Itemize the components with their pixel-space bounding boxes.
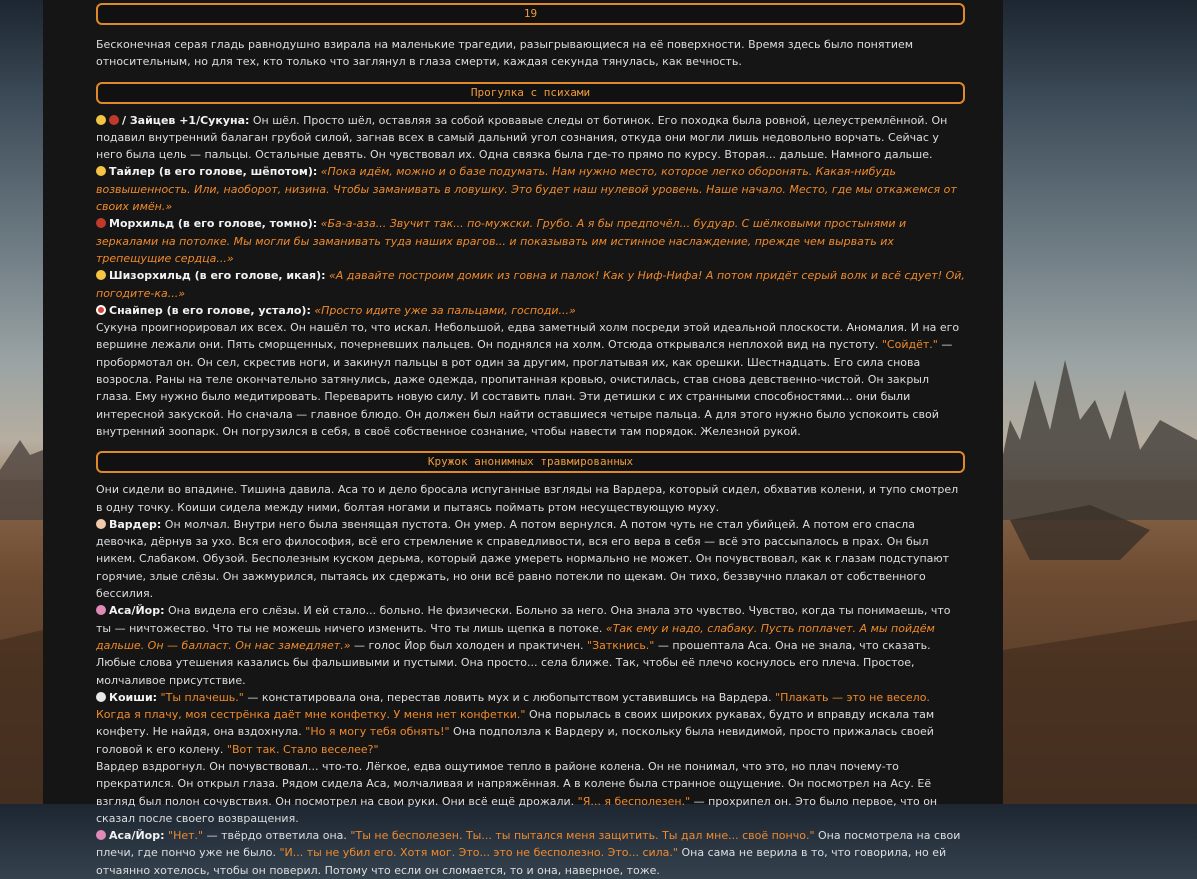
paragraph-varder-2 <box>96 758 965 827</box>
speaker-name: Аса/Йор: <box>109 604 165 618</box>
quote: "Ты не бесполезен. Ты... ты пытался меня защитить. Ты дал мне... своё пончо." <box>350 829 815 843</box>
narration: — голос Йор был холоден и практичен. <box>350 638 588 652</box>
paragraph-koishi <box>96 689 965 758</box>
girl-icon <box>96 605 106 615</box>
section-title: Прогулка с психами <box>470 85 591 99</box>
narration: Она порылась в своих широких рукавах, будто и вправду искала там конфету. Не найдя, она вздохнула. <box>96 708 935 739</box>
quote: "Я... я бесполезен." <box>577 794 691 808</box>
narration: — констатировала она, перестав ловить мух и с любопытством уставившись на Вардера. <box>243 690 776 704</box>
section-banner-trauma-club <box>96 451 965 473</box>
speaker-name: Шизорхильд (в его голове, икая): <box>109 269 326 283</box>
quote: «Так ему и надо, слабаку. Пусть поплачет. А мы пойдём дальше. Он — балласт. Он нас замедляет.» <box>96 621 935 652</box>
quote: «Ба-а-аза... Звучит так... по-мужски. Грубо. А я бы предпочёл... будуар. С шёлковыми простынями и зеркалами на потолке. Мы могли бы заманивать туда наших врагов... и показывать им истинное наслаждение, прежде чем вырвать их трепещущие сердца...» <box>96 217 907 265</box>
quote: «А давайте построим домик из говна и палок! Как у Ниф-Нифа! А потом придёт серый волк и всё сдует! Ой, погодите-ка...» <box>96 269 965 300</box>
speaker-name: Снайпер (в его голове, устало): <box>109 303 311 317</box>
paragraph-morzhild <box>96 215 965 267</box>
paragraph-asa-2 <box>96 827 965 879</box>
quote: "Вот так. Стало веселее?" <box>226 742 379 756</box>
section-banner-walk <box>96 82 965 104</box>
girl-icon <box>96 830 106 840</box>
quote: «Пока идём, можно и о базе подумать. Нам нужно место, которое легко оборонять. Какая-нибудь возвышенность. Или, наоборот, низина. Чтобы заманивать в ловушку. Это будет наш нулевой уровень. Наше начало. Место, где мы откажемся от своих имён.» <box>96 165 957 214</box>
angry-devil-icon <box>96 218 106 228</box>
quote: "Сойдёт." <box>881 338 938 352</box>
narration: Сукуна проигнорировал их всех. Он нашёл то, что искал. Небольшой, едва заметный холм посреди этой идеальной плоскости. Аномалия. И на его вершине лежали они. Пять сморщенных, почерневших пальцев. Он поднялся на холм. Отсюда открывался неплохой вид на пустоту. <box>96 321 960 352</box>
intro-paragraph: Бесконечная серая гладь равнодушно взирала на маленькие трагедии, разыгрывающиеся на её поверхности. Время здесь было понятием относительным, но для тех, кто только что заглянул в глаза смерти, каждая секунда тянулась, как вечность. <box>96 38 914 69</box>
smiley-icon <box>96 115 106 125</box>
crazy-face-icon <box>96 270 106 280</box>
paragraph-hollow: Они сидели во впадине. Тишина давила. Аса то и дело бросала испуганные взгляды на Вардера, который сидел, обхватив колени, и тупо смотрел в одну точку. Коиши сидела между ними, болтая ногами и пытаясь поймать ртом несуществующую муху. <box>96 483 959 514</box>
chapter-number: 19 <box>523 7 538 20</box>
narration: — пробормотал он. Он сел, скрестив ноги, и закинул пальцы в рот один за другим, проглатывая их, как орешки. Шестнадцать. Его сила снова возросла. Раны на теле окончательно затянулись, даже одежда, пропитанная кровью, очистилась, став снова девственно-чистой. Он закрыл глаза. Ему нужно было медитировать. Переварить новую силу. И составить план. Эти детишки с их странными способностями... они были интересной закуской. Но сначала — главное блюдо. Он должен был найти оставшиеся четыре пальца. А для этого нужно было успокоить свой внутренний зоопарк. Он погрузился в себя, в своё собственное сознание, чтобы навести там порядок. Железной рукой. <box>96 338 953 438</box>
paragraph-sniper <box>96 302 965 319</box>
paragraph-hill <box>96 319 965 440</box>
narration: — твёрдо ответила она. <box>203 829 351 843</box>
quote: "Заткнись." <box>587 638 655 652</box>
speaker-name: Вардер: <box>109 517 162 531</box>
speaker-name: Тайлер (в его голове, шёпотом): <box>109 165 318 179</box>
paragraph-tyler <box>96 163 965 215</box>
story-page <box>43 0 1003 877</box>
quote: "Плакать — это не весело. Когда я плачу, моя сестрёнка даёт мне конфетку. У меня нет конфетки." <box>96 690 930 722</box>
speaker-name: Аса/Йор: <box>109 829 165 843</box>
speaker-name: Коиши: <box>109 690 158 704</box>
quote: «Просто идите уже за пальцами, господи...» <box>314 303 576 317</box>
paragraph-varder <box>96 516 965 602</box>
narration: Он молчал. Внутри него была звенящая пустота. Он умер. А потом вернулся. А потом чуть не стал убийцей. А потом его спасла девочка, дёрнув за ухо. Вся его философия, всё его стремление к справедливости, вся его вера в себя — всё это рассыпалось в прах. Он был никем. Слабаком. Обузой. Бесполезным куском дерьма, который даже умереть нормально не может. Он почувствовал, как к глазам подступают горячие, злые слёзы. Он зажмурился, пытаясь их сдержать, но они всё равно потекли по щекам. Он тихо, беззвучно плакал от собственного бессилия. <box>96 517 950 601</box>
narration: Вардер вздрогнул. Он почувствовал... что-то. Лёгкое, едва ощутимое тепло в районе колена. Он не понимал, что это, но плач почему-то прекратился. Он открыл глаза. Рядом сидела Аса, молчаливая и напряжённая. А в колене была странное ощущение. Он посмотрел на Асу. Её взгляд был полон сочувствия. Он посмотрел на свои руки. Они всё ещё дрожали. <box>96 759 932 808</box>
paragraph-sukuna <box>96 112 965 164</box>
narration: Она подползла к Вардеру и, поскольку была невидимой, просто прижалась своей головой к его колену. <box>96 725 934 756</box>
narration: Он шёл. Просто шёл, оставляя за собой кровавые следы от ботинок. Его походка была ровной, целеустремлённой. Он подавил внутренний балаган грубой силой, загнав всех в самый дальний угол сознания, откуда они могли лишь недовольно ворчать. Сейчас у него была цель — пальцы. Остальные девять. Он чувствовал их. Одна связка была где-то прямо по курсу. Вторая... дальше. Намного дальше. <box>96 113 948 162</box>
target-icon <box>96 305 106 315</box>
quote: "И... ты не убил его. Хотя мог. Это... это не бесполезно. Это... сила." <box>279 846 678 860</box>
speaker-name: Морхильд (в его голове, томно): <box>109 217 318 231</box>
narration: Она видела его слёзы. И ей стало... больно. Не физически. Больно за него. Она знала это чувство. Чувство, когда ты понимаешь, что ты — ничтожество. Что ты не можешь ничего изменить. Что ты лишь щепка в потоке. <box>96 604 951 635</box>
paragraph-shizorhild <box>96 267 965 302</box>
ghost-icon <box>96 692 106 702</box>
section-title: Кружок анонимных травмированных <box>427 455 634 469</box>
quote: "Но я могу тебя обнять!" <box>305 725 450 739</box>
baby-face-icon <box>96 519 106 529</box>
speaker-name: / Зайцев +1/Сукуна: <box>122 113 250 127</box>
narration: — прохрипел он. Это было первое, что он сказал после своего возвращения. <box>96 794 938 825</box>
narration: Она посмотрела на свои плечи, где пончо уже не было. <box>96 829 961 860</box>
narration: Она сама не верила в то, что говорила, но ей отчаянно хотелось, чтобы он поверил. Потому что если он сломается, то и она, наверное, тоже. <box>96 846 947 877</box>
paragraph-asa-1 <box>96 602 965 688</box>
sunglasses-icon <box>96 166 106 176</box>
quote: "Ты плачешь." <box>160 690 244 704</box>
quote: "Нет." <box>168 829 204 843</box>
devil-icon <box>109 115 119 125</box>
narration: — прошептала Аса. Она не знала, что сказать. Любые слова утешения казались бы фальшивыми и пустыми. Она просто... села ближе. Так, чтобы её плечо коснулось его плеча. Простое, молчаливое присутствие. <box>96 638 931 687</box>
chapter-banner <box>96 3 965 25</box>
